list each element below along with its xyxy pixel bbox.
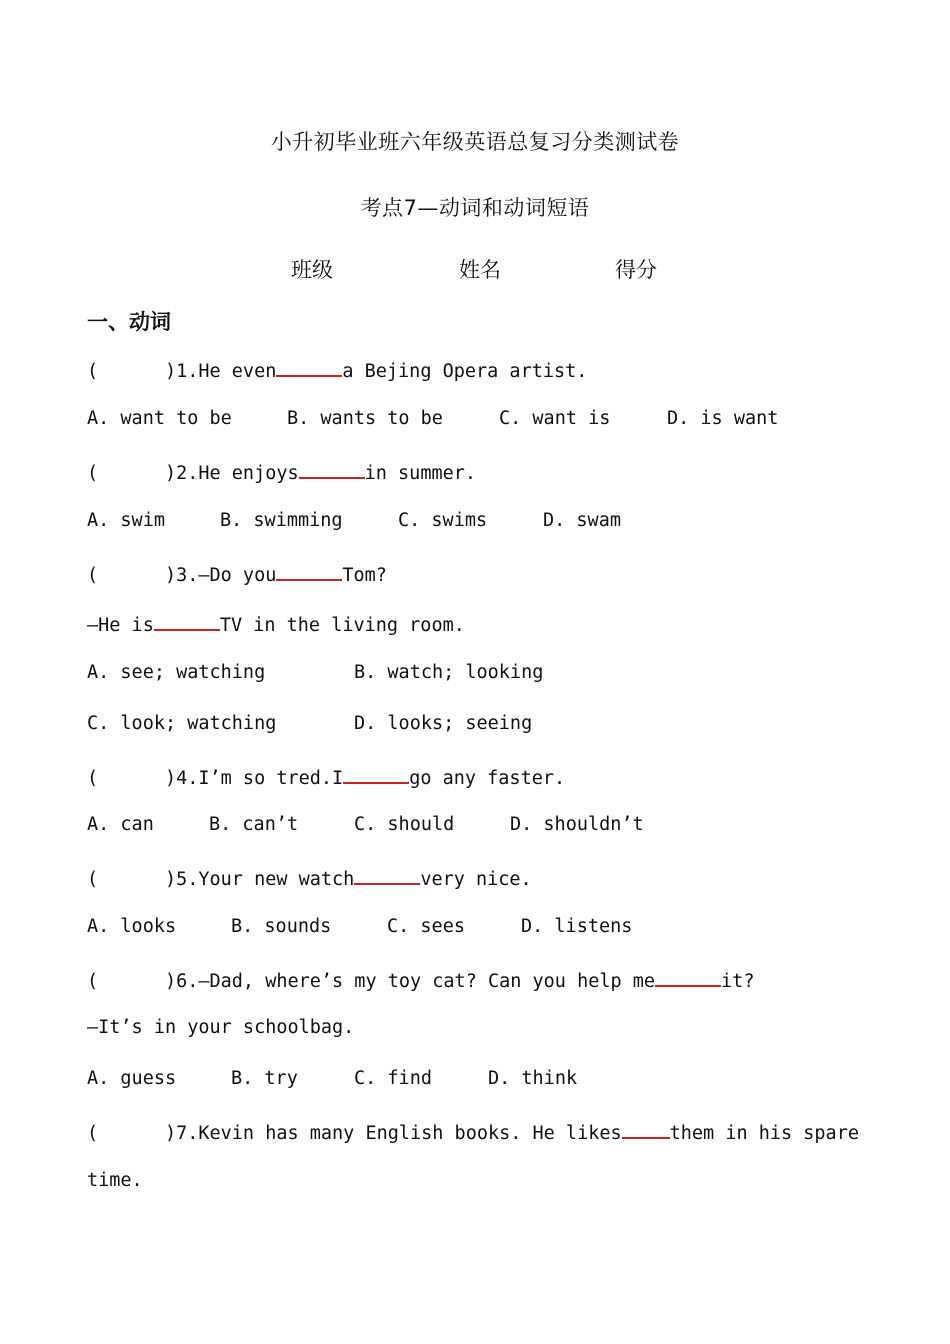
answer-blank: [299, 459, 365, 479]
question-5-text-end: very nice.: [420, 869, 532, 890]
class-label: 班级: [291, 258, 333, 282]
question-6-text: ( )6.—Dad, where’s my toy cat? Can you help me: [87, 971, 656, 992]
question-6-text-end: it?: [721, 971, 755, 992]
question-2-text-end: in summer.: [364, 463, 477, 484]
page-subtitle: 考点7—动词和动词短语: [360, 196, 590, 220]
question-4-text: ( )4.I’m so tred.I: [87, 768, 344, 789]
option-6b: B. try: [231, 1068, 298, 1089]
answer-blank: [276, 357, 342, 377]
section-title: 一、动词: [87, 310, 171, 334]
option-2d: D. swam: [543, 510, 621, 531]
question-6-line-2: —It’s in your schoolbag.: [87, 1017, 355, 1038]
option-1c: C. want is: [499, 408, 611, 429]
page-title: 小升初毕业班六年级英语总复习分类测试卷: [270, 130, 680, 154]
option-4d: D. shouldn’t: [510, 814, 644, 835]
option-3a: A. see; watching: [87, 662, 266, 683]
option-3d: D. looks; seeing: [354, 713, 533, 734]
name-label: 姓名: [459, 258, 501, 282]
option-6d: D. think: [488, 1068, 578, 1089]
score-label: 得分: [615, 258, 657, 282]
option-3c: C. look; watching: [87, 713, 277, 734]
option-1d: D. is want: [667, 408, 779, 429]
answer-blank: [354, 865, 420, 885]
question-3: [87, 561, 387, 586]
question-5: [87, 865, 532, 890]
option-5c: C. sees: [387, 916, 465, 937]
option-3b: B. watch; looking: [354, 662, 544, 683]
option-4a: A. can: [87, 814, 154, 835]
option-1a: A. want to be: [87, 408, 232, 429]
question-1-text-end: a Bejing Opera artist.: [342, 361, 588, 382]
answer-blank: [154, 611, 220, 631]
question-2: [87, 459, 476, 484]
question-7: [87, 1119, 859, 1144]
option-4b: B. can’t: [209, 814, 299, 835]
question-1: [87, 357, 587, 382]
option-2a: A. swim: [87, 510, 165, 531]
question-3-text-end: Tom?: [342, 565, 387, 586]
question-3-line-2-text: —He is: [87, 615, 154, 636]
question-7-line-2: time.: [87, 1170, 143, 1191]
option-2c: C. swims: [398, 510, 488, 531]
question-3-line-2: [87, 611, 465, 636]
question-3-text: ( )3.—Do you: [87, 565, 277, 586]
option-4c: C. should: [354, 814, 455, 835]
option-5a: A. looks: [87, 916, 177, 937]
question-4: [87, 764, 565, 789]
option-5d: D. listens: [521, 916, 633, 937]
answer-blank: [622, 1119, 670, 1139]
answer-blank: [276, 561, 342, 581]
option-2b: B. swimming: [220, 510, 343, 531]
option-6a: A. guess: [87, 1068, 177, 1089]
question-7-text: ( )7.Kevin has many English books. He likes: [87, 1123, 622, 1144]
option-5b: B. sounds: [231, 916, 332, 937]
question-3-line-2-text-end: TV in the living room.: [219, 615, 465, 636]
question-7-text-end: them in his spare: [669, 1123, 859, 1144]
option-1b: B. wants to be: [287, 408, 443, 429]
question-6: [87, 967, 754, 992]
question-4-text-end: go any faster.: [409, 768, 566, 789]
option-6c: C. find: [354, 1068, 432, 1089]
question-5-text: ( )5.Your new watch: [87, 869, 355, 890]
answer-blank: [655, 967, 721, 987]
answer-blank: [343, 764, 409, 784]
question-1-text: ( )1.He even: [87, 361, 277, 382]
question-2-text: ( )2.He enjoys: [87, 463, 299, 484]
